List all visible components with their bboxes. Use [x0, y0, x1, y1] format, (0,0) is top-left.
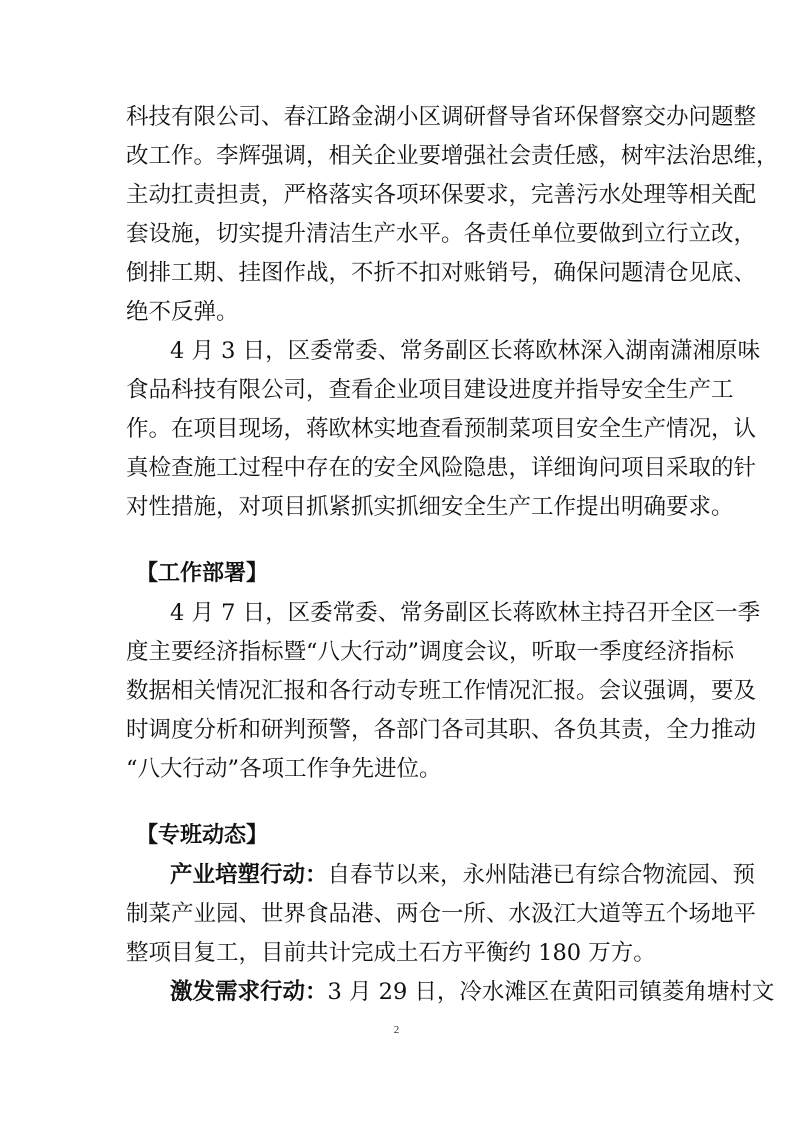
paragraph-line: 对性措施，对项目抓紧抓实抓细安全生产工作提出明确要求。 [126, 494, 734, 520]
paragraph-line: 数据相关情况汇报和各行动专班工作情况汇报。会议强调，要及 [126, 678, 757, 704]
item-text: 自春节以来，永州陆港已有综合物流园、预 [327, 862, 756, 888]
paragraph-line: 作。在项目现场，蒋欧林实地查看预制菜项目安全生产情况，认 [126, 416, 757, 442]
paragraph-line: 食品科技有限公司，查看企业项目建设进度并指导安全生产工 [126, 377, 734, 403]
paragraph-line: 4 月 7 日，区委常委、常务副区长蒋欧林主持召开全区一季 [170, 600, 761, 626]
paragraph-line: 套设施，切实提升清洁生产水平。各责任单位要做到立行立改， [126, 221, 757, 247]
item-label-demand: 激发需求行动： [170, 979, 328, 1005]
paragraph-line: 整项目复工，目前共计完成土石方平衡约 180 万方。 [126, 940, 656, 966]
paragraph-line: 度主要经济指标暨“八大行动”调度会议，听取一季度经济指标 [126, 639, 735, 665]
paragraph-line: 时调度分析和研判预警，各部门各司其职、各负其责，全力推动 [126, 717, 757, 743]
section-heading-work: 【工作部署】 [136, 561, 269, 586]
page-number: 2 [393, 1024, 400, 1036]
paragraph-line: 绝不反弹。 [126, 299, 239, 325]
paragraph-line: 主动扛责担责，严格落实各项环保要求，完善污水处理等相关配 [126, 182, 757, 208]
section-heading-task: 【专班动态】 [136, 823, 269, 848]
paragraph-line: “八大行动”各项工作争先进位。 [126, 756, 442, 782]
paragraph-line: 真检查施工过程中存在的安全风险隐患，详细询问项目采取的针 [126, 455, 757, 481]
paragraph-line [170, 860, 755, 890]
paragraph-line: 4 月 3 日，区委常委、常务副区长蒋欧林深入湖南潇湘原味 [170, 338, 761, 364]
item-label-industry: 产业培塑行动： [170, 862, 328, 888]
paragraph-line: 倒排工期、挂图作战，不折不扣对账销号，确保问题清仓见底、 [126, 260, 757, 286]
paragraph-line: 制菜产业园、世界食品港、两仓一所、水汲江大道等五个场地平 [126, 901, 757, 927]
paragraph-line: 改工作。李辉强调，相关企业要增强社会责任感，树牢法治思维， [126, 143, 779, 169]
item-text: 3 月 29 日，冷水滩区在黄阳司镇菱角塘村文 [327, 979, 775, 1005]
paragraph-line: 科技有限公司、春江路金湖小区调研督导省环保督察交办问题整 [126, 104, 757, 130]
paragraph-line [170, 977, 774, 1007]
